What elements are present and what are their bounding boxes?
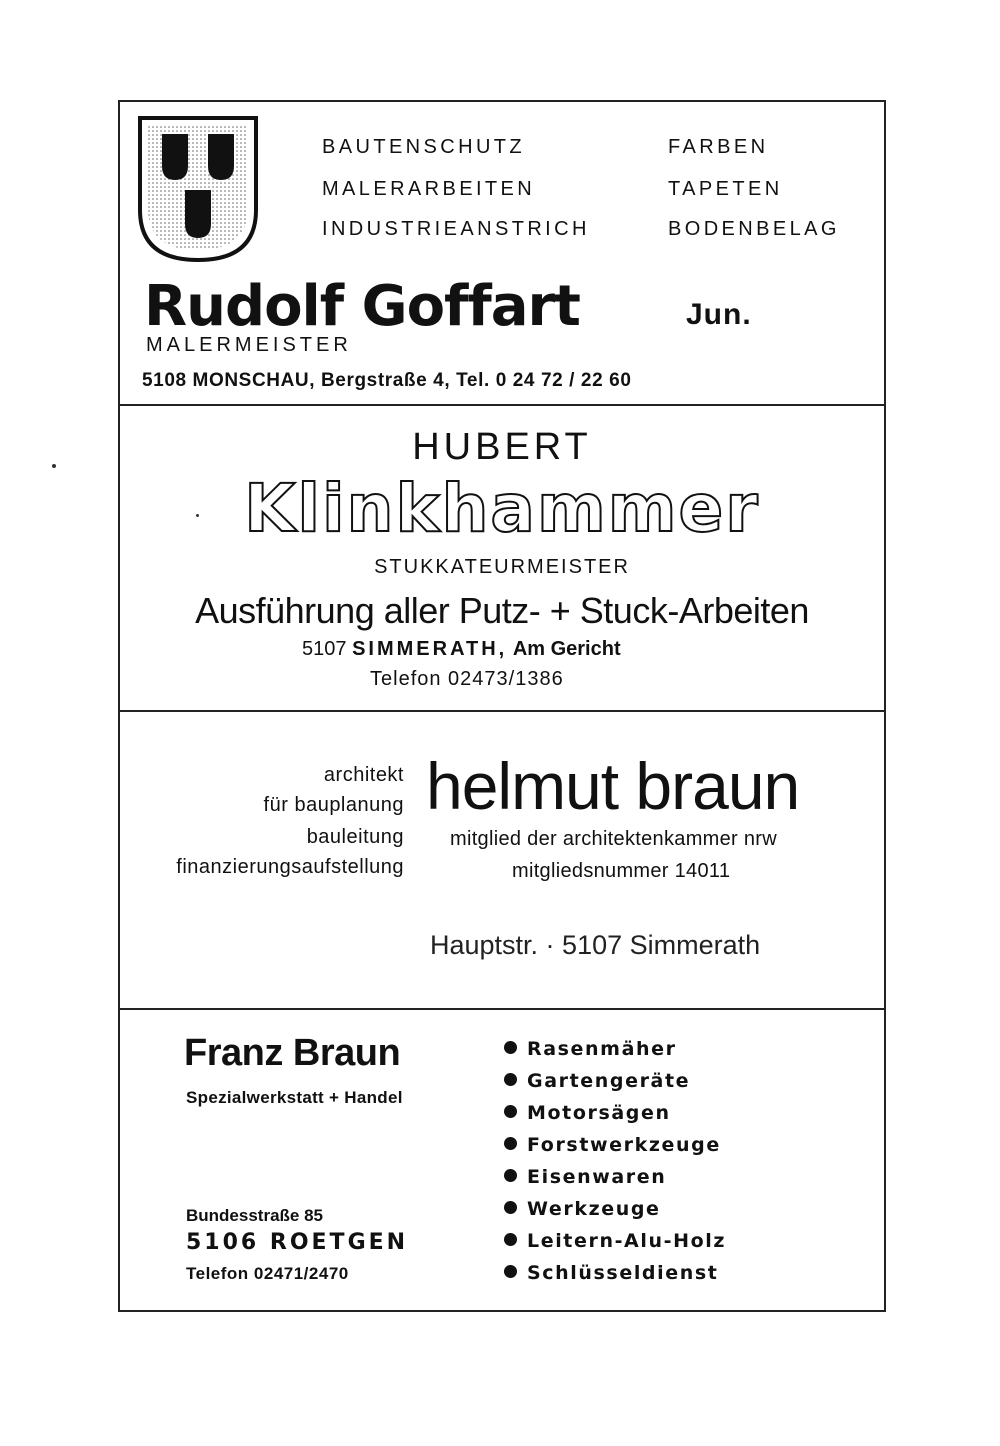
- list-item: [504, 1038, 726, 1070]
- print-speck: [52, 464, 56, 468]
- service-item: bauleitung: [306, 826, 404, 848]
- phone-line: Telefon 02471/2470: [186, 1264, 349, 1283]
- product-label: Werkzeuge: [527, 1198, 661, 1220]
- member-number: mitgliedsnummer 14011: [512, 860, 731, 882]
- service-item: architekt: [323, 764, 404, 786]
- company-name: helmut braun: [426, 749, 800, 823]
- product-label: Schlüsseldienst: [527, 1262, 719, 1284]
- bullet-icon: [504, 1265, 517, 1278]
- address-line: [302, 638, 621, 661]
- city-line: 5106 ROETGEN: [186, 1230, 409, 1255]
- product-label: Gartengeräte: [527, 1070, 691, 1092]
- address-line: 5108 MONSCHAU, Bergstraße 4, Tel. 0 24 72 / 22 60: [142, 370, 632, 391]
- company-name: Klinkhammer: [244, 470, 760, 547]
- phone-line: Telefon 02473/1386: [370, 668, 564, 690]
- bullet-icon: [504, 1169, 517, 1182]
- job-title: MALERMEISTER: [146, 334, 352, 356]
- slogan: Ausführung aller Putz- + Stuck-Arbeiten: [195, 590, 809, 631]
- product-label: Leitern-Alu-Holz: [527, 1230, 727, 1252]
- service-item: BAUTENSCHUTZ: [322, 136, 526, 158]
- bullet-icon: [504, 1073, 517, 1086]
- list-item: [504, 1198, 726, 1230]
- service-item: FARBEN: [668, 136, 769, 158]
- service-item: TAPETEN: [668, 178, 783, 200]
- bullet-icon: [504, 1137, 517, 1150]
- city-name: SIMMERATH,: [352, 638, 508, 660]
- product-label: Forstwerkzeuge: [527, 1134, 721, 1156]
- list-item: [504, 1166, 726, 1198]
- company-name: Rudolf Goffart: [144, 274, 580, 339]
- list-item: [504, 1230, 726, 1262]
- bullet-icon: [504, 1041, 517, 1054]
- first-name: HUBERT: [412, 426, 592, 468]
- list-item: [504, 1102, 726, 1134]
- company-name: Franz Braun: [184, 1032, 401, 1074]
- ad-goffart: [120, 102, 884, 406]
- service-item: MALERARBEITEN: [322, 178, 536, 200]
- product-label: Motorsägen: [527, 1102, 671, 1124]
- service-item: finanzierungsaufstellung: [176, 856, 404, 878]
- address-line: Hauptstr. · 5107 Simmerath: [430, 930, 761, 960]
- job-title: STUKKATEURMEISTER: [374, 556, 630, 578]
- ad-helmut-braun: [120, 712, 884, 1010]
- coat-of-arms-logo: [136, 114, 260, 264]
- bullet-icon: [504, 1201, 517, 1214]
- product-label: Rasenmäher: [527, 1038, 677, 1060]
- service-item: für bauplanung: [263, 794, 404, 816]
- service-item: INDUSTRIEANSTRICH: [322, 218, 590, 240]
- list-item: [504, 1134, 726, 1166]
- company-subtitle: Spezialwerkstatt + Handel: [186, 1088, 403, 1107]
- product-list: [504, 1038, 726, 1294]
- product-label: Eisenwaren: [527, 1166, 667, 1188]
- service-item: BODENBELAG: [668, 218, 840, 240]
- ad-franz-braun: [120, 1010, 884, 1312]
- bullet-icon: [504, 1105, 517, 1118]
- street-line: Bundesstraße 85: [186, 1206, 323, 1225]
- street-name: Am Gericht: [512, 638, 621, 660]
- ad-klinkhammer: [120, 406, 884, 712]
- bullet-icon: [504, 1233, 517, 1246]
- list-item: [504, 1070, 726, 1102]
- advertisement-page: [118, 100, 886, 1312]
- list-item: [504, 1262, 726, 1294]
- membership-line: mitglied der architektenkammer nrw: [450, 828, 777, 850]
- name-suffix: Jun.: [686, 298, 752, 331]
- zip-code: 5107: [302, 638, 347, 660]
